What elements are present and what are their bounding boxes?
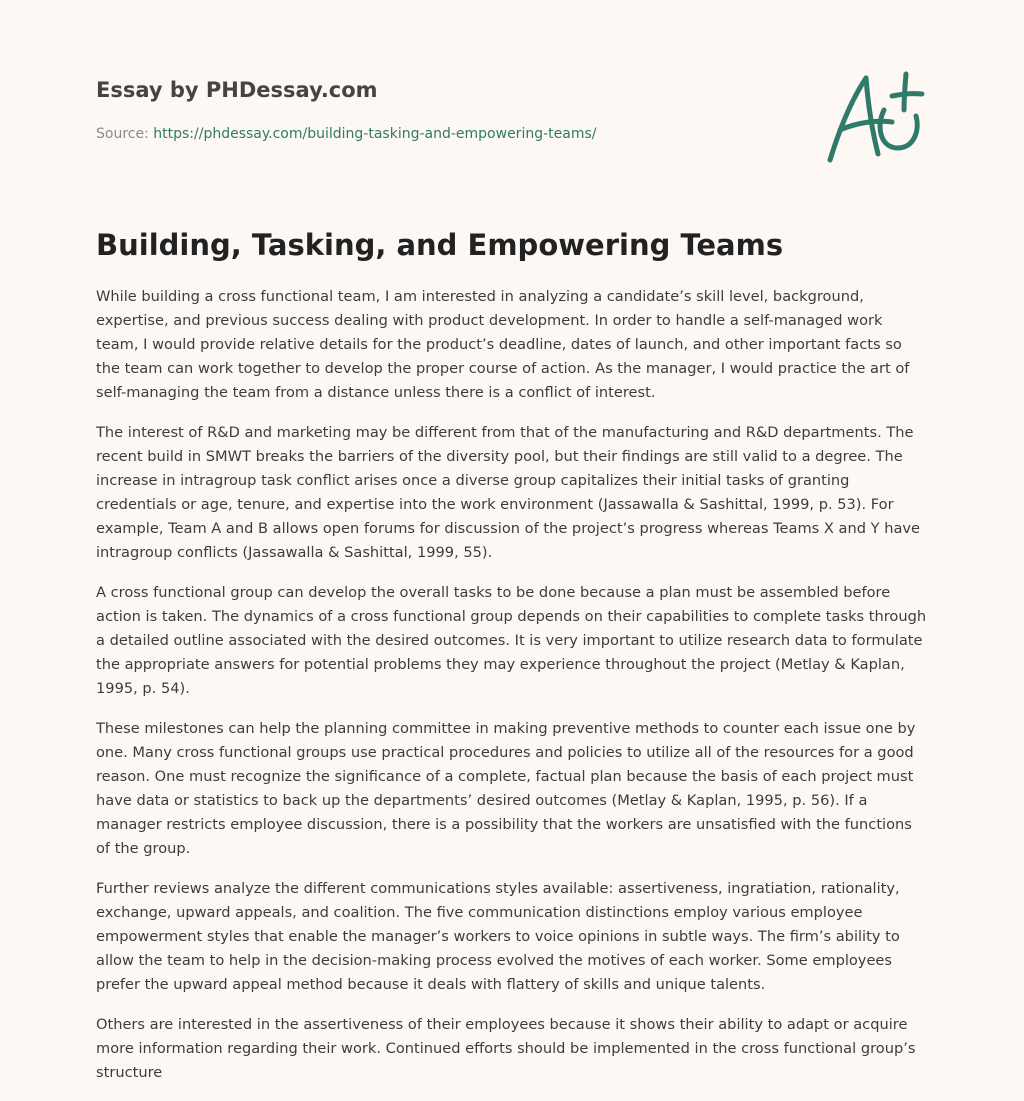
site-brand: Essay by PHDessay.com <box>96 78 378 102</box>
paragraph: A cross functional group can develop the overall tasks to be done because a plan must be assembled before action is taken. The dynamics of a cross functional group depends on their capabilities to complete tasks through a detailed outline associated with the desired outcomes. It is very important to utilize research data to formulate the appropriate answers for potential problems they may experience throughout the project (Metlay & Kaplan, 1995, p. 54). <box>96 584 927 697</box>
paragraph: While building a cross functional team, I am interested in analyzing a candidate’s skill level, background, expertise, and previous success dealing with product development. In order to handle a self-managed work team, I would provide relative details for the product’s deadline, dates of launch, and other important facts so the team can work together to develop the proper course of action. As the manager, I would practice the art of self-managing the team from a distance unless there is a conflict of interest. <box>96 288 910 401</box>
article-title: Building, Tasking, and Empowering Teams <box>96 228 784 262</box>
article-body <box>96 285 928 1101</box>
paragraph: Further reviews analyze the different communications styles available: assertiveness, ingratiation, rationality, exchange, upward appeals, and coalition. The five communication distinctions employ various employee empowerment styles that enable the manager’s workers to voice opinions in subtle ways. The firm’s ability to allow the team to help in the decision-making process evolved the motives of each worker. Some employees prefer the upward appeal method because it deals with flattery of skills and unique talents. <box>96 880 900 993</box>
paragraph: The interest of R&D and marketing may be different from that of the manufacturing and R&D departments. The recent build in SMWT breaks the barriers of the diversity pool, but their findings are still valid to a degree. The increase in intragroup task conflict arises once a diverse group capitalizes their initial tasks of granting credentials or age, tenure, and expertise into the work environment (Jassawalla & Sashittal, 1999, p. 53). For example, Team A and B allows open forums for discussion of the project’s progress whereas Teams X and Y have intragroup conflicts (Jassawalla & Sashittal, 1999, 55). <box>96 424 921 561</box>
source-label: Source: <box>96 126 149 142</box>
a-plus-logo-icon <box>818 64 930 168</box>
paragraph: These milestones can help the planning committee in making preventive methods to counter each issue one by one. Many cross functional groups use practical procedures and policies to utilize all of the resources for a good reason. One must recognize the significance of a complete, factual plan because the basis of each project must have data or statistics to back up the departments’ desired outcomes (Metlay & Kaplan, 1995, p. 56). If a manager restricts employee discussion, there is a possibility that the workers are unsatisfied with the functions of the group. <box>96 720 916 857</box>
paragraph: Others are interested in the assertiveness of their employees because it shows their ability to adapt or acquire more information regarding their work. Continued efforts should be implemented in the cross functional group’s structure <box>96 1016 916 1081</box>
page-header <box>96 76 656 144</box>
source-line <box>96 124 656 144</box>
source-link[interactable]: https://phdessay.com/building-tasking-and-empowering-teams/ <box>153 126 597 142</box>
